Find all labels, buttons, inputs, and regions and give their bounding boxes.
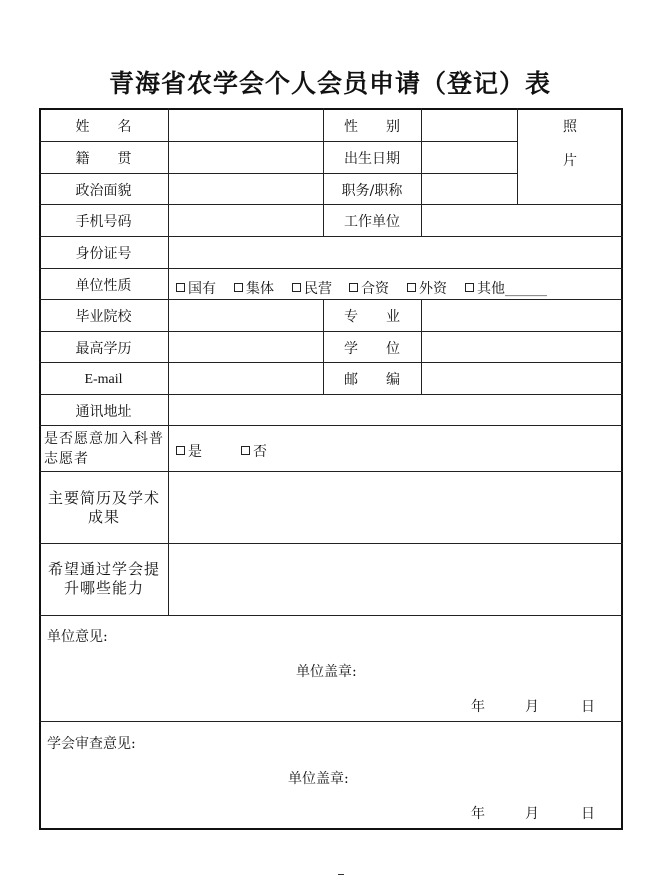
label-postcode: 邮 编 bbox=[344, 372, 400, 388]
label-resume: 主要简历及学术成果 bbox=[47, 489, 160, 526]
option-label: 集体 bbox=[246, 281, 274, 297]
label-volunteer: 是否愿意加入科普志愿者 bbox=[44, 431, 164, 467]
option-foreign[interactable] bbox=[407, 278, 447, 298]
option-label: 国有 bbox=[188, 281, 216, 297]
label-id-card: 身份证号 bbox=[75, 246, 132, 262]
row-divider bbox=[39, 425, 623, 426]
label-email: E-mail bbox=[84, 372, 123, 387]
unit-month: 月 bbox=[525, 699, 539, 715]
checkbox-icon bbox=[176, 283, 185, 292]
row-divider bbox=[39, 721, 623, 722]
row-divider bbox=[39, 362, 623, 363]
row-divider bbox=[39, 141, 517, 142]
row-divider bbox=[39, 299, 623, 300]
option-no[interactable] bbox=[241, 441, 267, 461]
checkbox-icon bbox=[292, 283, 301, 292]
row-divider bbox=[39, 331, 623, 332]
option-label: 否 bbox=[253, 444, 267, 460]
option-other[interactable] bbox=[465, 278, 547, 298]
society-year: 年 bbox=[471, 806, 485, 822]
row-divider bbox=[39, 236, 623, 237]
label-employer: 工作单位 bbox=[344, 214, 400, 230]
option-yes[interactable] bbox=[176, 441, 202, 461]
row-divider bbox=[39, 268, 623, 269]
society-opinion-heading: 学会审查意见: bbox=[47, 736, 136, 752]
label-birth-date: 出生日期 bbox=[344, 151, 400, 167]
checkbox-icon bbox=[407, 283, 416, 292]
column-divider bbox=[421, 108, 422, 236]
option-label: 是 bbox=[188, 444, 202, 460]
label-unit-type: 单位性质 bbox=[75, 278, 132, 294]
option-private[interactable] bbox=[292, 278, 332, 298]
option-collective[interactable] bbox=[234, 278, 274, 298]
form-title: 青海省农学会个人会员申请（登记）表 bbox=[108, 69, 551, 98]
row-divider bbox=[39, 394, 623, 395]
column-divider bbox=[421, 299, 422, 394]
label-address: 通讯地址 bbox=[75, 404, 132, 420]
column-divider bbox=[168, 108, 169, 615]
society-day: 日 bbox=[581, 806, 595, 822]
label-major: 专 业 bbox=[344, 309, 400, 325]
row-divider bbox=[39, 543, 623, 544]
page-mark bbox=[338, 874, 344, 875]
checkbox-icon bbox=[465, 283, 474, 292]
option-state-owned[interactable] bbox=[176, 278, 216, 298]
label-education: 最高学历 bbox=[75, 341, 132, 357]
row-divider bbox=[39, 173, 517, 174]
option-label: 合资 bbox=[361, 281, 389, 297]
label-mobile: 手机号码 bbox=[75, 214, 132, 230]
label-name: 姓 名 bbox=[75, 119, 132, 135]
row-divider bbox=[39, 471, 623, 472]
unit-day: 日 bbox=[581, 699, 595, 715]
label-gender: 性 别 bbox=[344, 119, 400, 135]
label-native-place: 籍 贯 bbox=[75, 151, 132, 167]
option-label: 其他______ bbox=[477, 281, 547, 297]
photo-label-1: 照 bbox=[563, 119, 577, 135]
option-joint-venture[interactable] bbox=[349, 278, 389, 298]
option-label: 民营 bbox=[304, 281, 332, 297]
checkbox-icon bbox=[176, 446, 185, 455]
row-divider bbox=[39, 615, 623, 616]
label-school: 毕业院校 bbox=[75, 309, 132, 325]
row-divider bbox=[39, 204, 623, 205]
label-hope: 希望通过学会提升哪些能力 bbox=[47, 560, 160, 597]
unit-opinion-heading: 单位意见: bbox=[47, 629, 108, 645]
checkbox-icon bbox=[234, 283, 243, 292]
society-seal-label: 单位盖章: bbox=[288, 771, 349, 787]
unit-seal-label: 单位盖章: bbox=[296, 664, 357, 680]
label-position-title: 职务/职称 bbox=[341, 183, 403, 199]
checkbox-icon bbox=[349, 283, 358, 292]
photo-label-2: 片 bbox=[563, 153, 577, 169]
label-political-status: 政治面貌 bbox=[75, 183, 132, 199]
society-month: 月 bbox=[525, 806, 539, 822]
unit-year: 年 bbox=[471, 699, 485, 715]
option-label: 外资 bbox=[419, 281, 447, 297]
label-degree: 学 位 bbox=[344, 341, 400, 357]
checkbox-icon bbox=[241, 446, 250, 455]
